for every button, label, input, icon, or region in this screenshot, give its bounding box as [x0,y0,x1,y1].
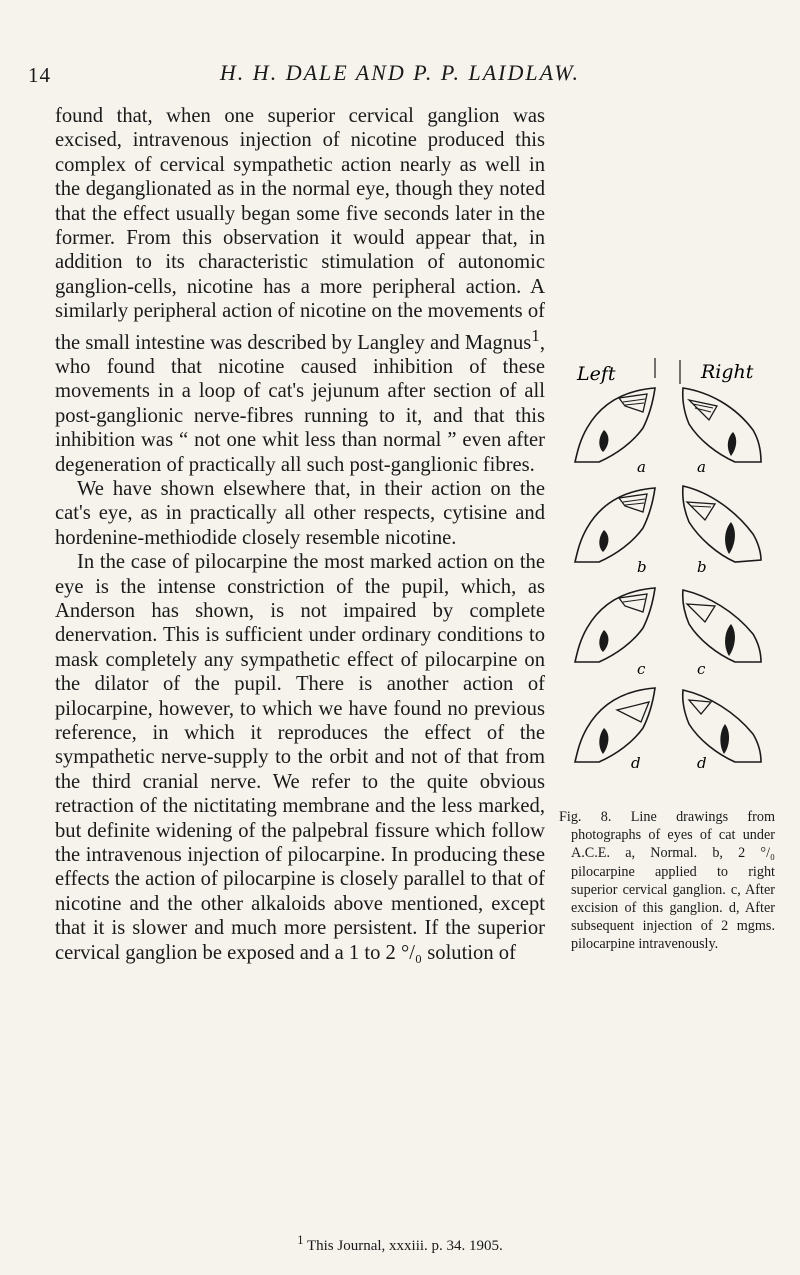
eye-right-c [683,590,761,662]
eye-right-d [683,690,761,762]
row-label-b-left: b [637,558,647,576]
figure-8 [559,350,775,1058]
eye-left-b [575,488,655,562]
footnote: $^1$ This Journal, xxxiii. p. 34. 1905. [297,1233,503,1254]
figure-caption: Fig. 8. Line drawings from photographs of eyes of cat under A.C.E. a, Normal. b, 2 °/₀ pilocarpine applied to right superior cervical ganglion. c, After excision of this ganglion. d, After subsequent injection of 2 mgms. pilocarpine intravenously. [559,809,775,953]
paragraph-2: We have shown elsewhere that, in their action on the cat's eye, as in practically all other respects, cytisine and hordenine-methiodide closely resemble nicotine. [55,477,545,549]
row-label-d-left: d [631,754,641,772]
page-number: 14 [28,63,51,87]
paragraph-1: found that, when one superior cervical ganglion was excised, intravenous injection of nicotine produced this complex of cervical sympathetic action nearly as well in the deganglionated as in the normal eye, though they noted that the effect usually began some five seconds later in the former. From this observation it would appear that, in addition to its characteristic stimulation of autonomic ganglion-cells, nicotine has a more peripheral action. A similarly peripheral action of nicotine on the movements of the small intestine was described by Langley and Magnus$^1$, who found that nicotine caused inhibition of these movements in a loop of cat's jejunum after section of all post-ganglionic nerve-fibres running to it, and that this inhibition was “ not one whit less than normal ” even after degeneration of practically all such post-ganglionic fibres. [55,105,545,476]
eye-right-a [683,388,761,462]
paragraph-3: In the case of pilocarpine the most marked action on the eye is the intense constriction of the pupil, which, as Anderson has shown, is not impaired by complete denervation. This is sufficient under ordinary conditions to mask completely any sympathetic effect of pilocarpine on the dilator of the pupil. There is another action of pilocarpine, however, to which we have found no previous reference, in which it reproduces the effect of the sympathetic nerve-supply to the orbit and not of that from the third cranial nerve. We refer to the quite obvious retraction of the nictitating membrane and the less marked, but definite widening of the palpebral fissure which follow the intravenous injection of pilocarpine. In producing these effects the action of pilocarpine is closely parallel to that of nicotine and the other alkaloids above mentioned, except that it is slower and much more persistent. If the superior cervical ganglion be exposed and a 1 to 2 °/₀ solution of [55,551,545,964]
eye-right-b [683,486,761,562]
body-text [55,104,775,1058]
row-label-c-right: c [697,660,706,678]
eye-left-a [575,388,655,462]
label-left: Left [577,363,616,385]
running-title: H. H. DALE AND P. P. LAIDLAW. [219,60,581,85]
footnote-ref: 1 [531,325,540,345]
row-label-c-left: c [637,660,646,678]
row-label-a-right: a [697,458,706,476]
eye-left-d [575,688,655,762]
row-label-d-right: d [697,754,707,772]
label-right: Right [701,361,754,383]
row-label-b-right: b [697,558,707,576]
row-label-a-left: a [637,458,646,476]
eye-left-c [575,588,655,662]
